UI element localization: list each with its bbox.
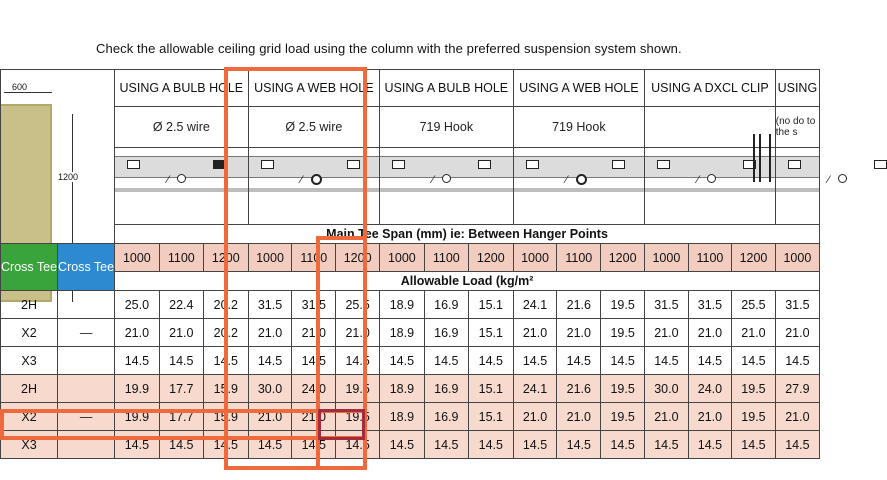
row-label: X2 <box>1 319 58 347</box>
row-label: X3 <box>1 347 58 375</box>
cross-tee-cell <box>58 291 115 319</box>
tee-slot <box>392 160 405 169</box>
span-title: Main Tee Span (mm) ie: Between Hanger Points <box>115 225 820 244</box>
load-value: 15.1 <box>469 319 514 347</box>
wire-type: 719 Hook <box>513 107 645 148</box>
load-value: 14.5 <box>513 431 557 459</box>
hanger-wire-icon: ⁄ <box>697 174 699 186</box>
load-value: 19.9 <box>115 375 160 403</box>
load-value: 14.5 <box>115 347 160 375</box>
load-value: 14.5 <box>645 347 689 375</box>
load-value: 25.5 <box>732 291 776 319</box>
load-value: 19.5 <box>336 403 380 431</box>
load-value: 14.5 <box>115 431 160 459</box>
table-row <box>1 347 820 375</box>
tee-web <box>249 188 380 192</box>
system-title: USING A WEB HOLE <box>248 70 380 107</box>
span-value: 1000 <box>380 244 425 272</box>
load-value: 19.5 <box>732 403 776 431</box>
tee-web <box>115 188 247 192</box>
load-value: 31.5 <box>292 291 336 319</box>
hanger-hole-icon <box>311 174 322 185</box>
cross-tee-cell <box>58 375 115 403</box>
load-value: 14.5 <box>469 431 514 459</box>
load-value: 16.9 <box>424 375 468 403</box>
load-value: 14.5 <box>469 347 514 375</box>
hanger-hole-icon <box>838 174 847 183</box>
hanger-hole-icon <box>177 174 186 183</box>
tee-slot <box>874 160 887 169</box>
cross-tee-cell <box>58 431 115 459</box>
system-title: USING A BULB HOLE <box>115 70 248 107</box>
span-values-row <box>1 244 820 272</box>
load-value: 21.0 <box>732 319 776 347</box>
wire-type: Ø 2.5 wire <box>248 107 380 148</box>
span-value: 1000 <box>775 244 819 272</box>
instruction-text: Check the allowable ceiling grid load using the column with the preferred suspension system shown. <box>96 41 682 56</box>
span-value: 1000 <box>248 244 292 272</box>
load-value: 24.1 <box>513 291 557 319</box>
load-value: 21.0 <box>775 319 819 347</box>
span-value: 1100 <box>292 244 336 272</box>
suspension-sketch <box>380 148 513 225</box>
load-value: 20.2 <box>204 291 249 319</box>
span-value: 1100 <box>424 244 468 272</box>
hanger-hole-icon <box>707 174 716 183</box>
cross-tee-cell: — <box>58 403 115 431</box>
load-value: 14.5 <box>732 347 776 375</box>
span-value: 1000 <box>513 244 557 272</box>
span-value: 1100 <box>557 244 601 272</box>
load-value: 21.0 <box>557 403 601 431</box>
row-label: X2 <box>1 403 58 431</box>
load-value: 19.5 <box>336 375 380 403</box>
load-value: 31.5 <box>645 291 689 319</box>
load-value: 15.9 <box>204 375 249 403</box>
load-value: 17.7 <box>159 375 203 403</box>
blank-cell <box>1 70 115 244</box>
dxcl-clip-icon <box>753 134 771 182</box>
load-value: 25.0 <box>115 291 160 319</box>
load-value: 14.5 <box>424 347 468 375</box>
load-value: 15.1 <box>469 375 514 403</box>
hanger-wire-icon: ⁄ <box>167 174 169 186</box>
load-value: 30.0 <box>248 375 292 403</box>
load-value: 16.9 <box>424 291 468 319</box>
load-value: 14.5 <box>732 431 776 459</box>
load-value: 21.0 <box>159 319 203 347</box>
load-value: 14.5 <box>336 347 380 375</box>
load-value: 14.5 <box>159 431 203 459</box>
load-value: 21.0 <box>292 403 336 431</box>
suspension-sketch <box>645 148 776 225</box>
span-value: 1000 <box>115 244 160 272</box>
load-value: 14.5 <box>688 431 731 459</box>
hanger-wire-icon: ⁄ <box>827 174 830 186</box>
load-value: 31.5 <box>248 291 292 319</box>
panel-width-label: 600 <box>12 82 28 92</box>
load-value: 14.5 <box>513 347 557 375</box>
load-value: 14.5 <box>775 431 819 459</box>
span-value: 1200 <box>732 244 776 272</box>
load-value: 14.5 <box>601 431 645 459</box>
load-value: 14.5 <box>557 431 601 459</box>
load-value: 15.1 <box>469 291 514 319</box>
load-value: 21.0 <box>248 319 292 347</box>
load-value: 16.9 <box>424 403 468 431</box>
cross-tee-cell <box>58 347 115 375</box>
load-value: 21.0 <box>336 319 380 347</box>
suspension-sketch <box>115 148 248 225</box>
table-row <box>1 431 820 459</box>
row-label: X3 <box>1 431 58 459</box>
load-value: 18.9 <box>380 319 425 347</box>
load-value: 21.0 <box>557 319 601 347</box>
system-title: USING A DXCL CLIP <box>645 70 776 107</box>
tee-slot <box>261 160 274 169</box>
wire-type: (no do to the s <box>775 107 819 148</box>
span-value: 1200 <box>204 244 249 272</box>
load-value: 19.5 <box>601 403 645 431</box>
hanger-hole-icon <box>576 174 587 185</box>
hanger-wire-icon: ⁄ <box>565 174 568 186</box>
load-value: 14.5 <box>645 431 689 459</box>
load-value: 16.9 <box>424 319 468 347</box>
load-value: 14.5 <box>204 347 249 375</box>
load-value: 14.5 <box>204 431 249 459</box>
load-value: 21.0 <box>688 319 731 347</box>
load-value: 27.9 <box>775 375 819 403</box>
panel-height-label: 1200 <box>58 172 79 182</box>
tee-slot <box>657 160 670 169</box>
system-title: USING A BULB HOLE <box>380 70 513 107</box>
load-value: 19.5 <box>601 291 645 319</box>
table-row <box>1 319 820 347</box>
load-value: 21.0 <box>115 319 160 347</box>
tee-web <box>645 188 775 192</box>
system-title: USING A WEB HOLE <box>513 70 645 107</box>
load-value: 14.5 <box>775 347 819 375</box>
load-value: 21.0 <box>688 403 731 431</box>
load-value: 19.5 <box>732 375 776 403</box>
suspension-sketch <box>775 148 830 225</box>
load-value: 15.9 <box>204 403 249 431</box>
load-value: 30.0 <box>645 375 689 403</box>
load-value: 15.1 <box>469 403 514 431</box>
load-value: 31.5 <box>688 291 731 319</box>
system-header-row <box>1 70 820 107</box>
table-row <box>1 291 820 319</box>
cross-tee-cell: — <box>58 319 115 347</box>
load-value: 18.9 <box>380 291 425 319</box>
tee-slot <box>788 160 801 169</box>
tee-web <box>514 188 645 192</box>
tee-slot <box>213 160 226 169</box>
load-value: 21.0 <box>513 319 557 347</box>
load-value: 14.5 <box>424 431 468 459</box>
main-tee-header: Cross Tee <box>1 244 58 291</box>
load-title-row <box>1 272 820 291</box>
span-value: 1000 <box>645 244 689 272</box>
suspension-sketch <box>513 148 645 225</box>
span-title-row <box>1 225 820 244</box>
load-value: 19.5 <box>601 375 645 403</box>
hanger-wire-icon: ⁄ <box>300 174 303 186</box>
tee-slot <box>347 160 360 169</box>
load-value: 14.5 <box>248 431 292 459</box>
load-value: 17.7 <box>159 403 203 431</box>
load-value: 14.5 <box>380 431 425 459</box>
tee-slot <box>478 160 491 169</box>
hanger-hole-icon <box>442 174 451 183</box>
load-value: 19.5 <box>601 319 645 347</box>
allowable-load-table <box>0 69 830 459</box>
load-value: 21.0 <box>645 319 689 347</box>
tee-web <box>380 188 512 192</box>
load-value: 14.5 <box>557 347 601 375</box>
load-value: 18.9 <box>380 403 425 431</box>
load-value: 21.0 <box>248 403 292 431</box>
suspension-sketch <box>248 148 380 225</box>
tee-slot <box>612 160 625 169</box>
load-value: 14.5 <box>601 347 645 375</box>
load-value: 21.0 <box>645 403 689 431</box>
load-value: 24.0 <box>292 375 336 403</box>
load-value: 14.5 <box>292 347 336 375</box>
load-value: 21.6 <box>557 291 601 319</box>
load-value: 31.5 <box>775 291 819 319</box>
span-value: 1200 <box>469 244 514 272</box>
load-title: Allowable Load (kg/m² <box>115 272 820 291</box>
load-value: 24.1 <box>513 375 557 403</box>
load-value: 14.5 <box>248 347 292 375</box>
load-value: 18.9 <box>380 375 425 403</box>
span-value: 1200 <box>601 244 645 272</box>
tee-slot <box>127 160 140 169</box>
table-row <box>1 403 820 431</box>
load-value: 21.0 <box>292 319 336 347</box>
load-value: 21.0 <box>775 403 819 431</box>
tee-web <box>776 188 819 192</box>
system-title: USING <box>775 70 819 107</box>
wire-row <box>1 107 820 148</box>
load-value: 24.0 <box>688 375 731 403</box>
load-value: 14.5 <box>159 347 203 375</box>
wire-type: Ø 2.5 wire <box>115 107 248 148</box>
load-value: 14.5 <box>336 431 380 459</box>
load-value: 14.5 <box>688 347 731 375</box>
load-value: 20.2 <box>204 319 249 347</box>
span-value: 1100 <box>159 244 203 272</box>
load-value: 22.4 <box>159 291 203 319</box>
cross-tee-header: Cross Tee <box>58 244 115 291</box>
span-value: 1200 <box>336 244 380 272</box>
sketch-row <box>1 148 820 225</box>
row-label: 2H <box>1 291 58 319</box>
load-value: 25.5 <box>336 291 380 319</box>
load-value: 14.5 <box>292 431 336 459</box>
load-value: 14.5 <box>380 347 425 375</box>
span-value: 1100 <box>688 244 731 272</box>
tee-slot <box>526 160 539 169</box>
row-label: 2H <box>1 375 58 403</box>
wire-type: 719 Hook <box>380 107 513 148</box>
load-value: 19.9 <box>115 403 160 431</box>
load-value: 21.6 <box>557 375 601 403</box>
load-value: 21.0 <box>513 403 557 431</box>
table-row <box>1 375 820 403</box>
hanger-wire-icon: ⁄ <box>432 174 434 186</box>
